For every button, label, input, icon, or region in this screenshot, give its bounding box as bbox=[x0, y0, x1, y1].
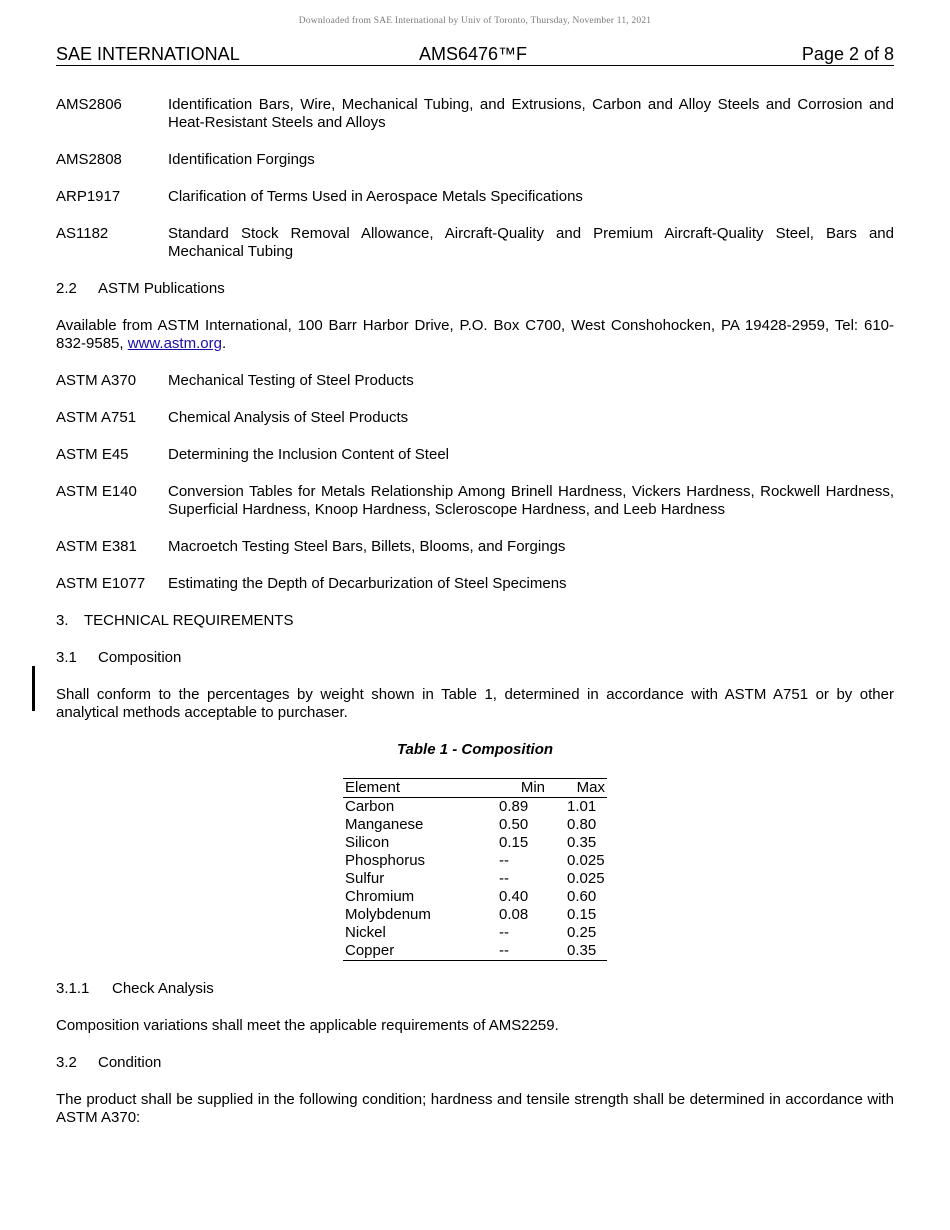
section-title: Condition bbox=[98, 1054, 162, 1071]
section-number: 3.2 bbox=[56, 1054, 77, 1071]
reference-title: Determining the Inclusion Content of Steel bbox=[168, 446, 449, 463]
reference-entry bbox=[56, 538, 894, 556]
table-row bbox=[343, 888, 607, 906]
reference-code: ASTM E45 bbox=[56, 446, 129, 463]
min-cell: -- bbox=[499, 870, 509, 887]
section-number: 3. bbox=[56, 612, 69, 629]
reference-code: ASTM E381 bbox=[56, 538, 137, 555]
max-cell: 0.35 bbox=[567, 834, 597, 851]
min-cell: 0.50 bbox=[499, 816, 529, 833]
section-heading-2-2 bbox=[56, 280, 894, 298]
reference-title: Identification Bars, Wire, Mechanical Tubing, and Extrusions, Carbon and Alloy Steels and Corrosion and Heat-Resistant Steels and Alloys bbox=[168, 96, 894, 131]
section-title: Check Analysis bbox=[112, 980, 214, 997]
element-cell: Sulfur bbox=[345, 870, 385, 887]
reference-entry bbox=[56, 575, 894, 593]
reference-code: AS1182 bbox=[56, 225, 109, 242]
reference-entry bbox=[56, 372, 894, 390]
reference-code: ASTM E140 bbox=[56, 483, 137, 500]
max-cell: 0.80 bbox=[567, 816, 597, 833]
max-cell: 0.25 bbox=[567, 924, 597, 941]
header-page-number: Page 2 of 8 bbox=[801, 44, 894, 64]
reference-code: ASTM E1077 bbox=[56, 575, 146, 592]
section-heading-3-2 bbox=[56, 1054, 894, 1072]
reference-title: Clarification of Terms Used in Aerospace Metals Specifications bbox=[168, 188, 583, 205]
element-cell: Nickel bbox=[345, 924, 386, 941]
table-header-row bbox=[343, 779, 607, 798]
reference-entry bbox=[56, 446, 894, 464]
table-row bbox=[343, 870, 607, 888]
max-cell: 1.01 bbox=[567, 798, 597, 815]
section-number: 2.2 bbox=[56, 280, 77, 297]
max-cell: 0.025 bbox=[567, 852, 605, 869]
table-caption: Table 1 - Composition bbox=[396, 741, 554, 758]
reference-title: Estimating the Depth of Decarburization of Steel Specimens bbox=[168, 575, 567, 592]
reference-code: ASTM A751 bbox=[56, 409, 137, 426]
max-cell: 0.025 bbox=[567, 870, 605, 887]
reference-title: Macroetch Testing Steel Bars, Billets, Blooms, and Forgings bbox=[168, 538, 566, 555]
header-document-number: AMS6476™F bbox=[419, 44, 528, 64]
reference-entry bbox=[56, 188, 894, 206]
reference-entry bbox=[56, 151, 894, 169]
min-cell: 0.08 bbox=[499, 906, 529, 923]
element-cell: Carbon bbox=[345, 798, 395, 815]
element-cell: Molybdenum bbox=[345, 906, 431, 923]
table-row bbox=[343, 942, 607, 961]
table-row bbox=[343, 924, 607, 942]
check-analysis-paragraph: Composition variations shall meet the applicable requirements of AMS2259. bbox=[56, 1017, 559, 1034]
header-organization: SAE INTERNATIONAL bbox=[56, 44, 240, 64]
min-cell: 0.15 bbox=[499, 834, 529, 851]
section-heading-3 bbox=[56, 612, 894, 630]
max-cell: 0.35 bbox=[567, 942, 597, 959]
reference-entry bbox=[56, 96, 894, 132]
reference-title: Chemical Analysis of Steel Products bbox=[168, 409, 409, 426]
element-cell: Copper bbox=[345, 942, 395, 959]
section-title: TECHNICAL REQUIREMENTS bbox=[84, 612, 294, 629]
column-header-min: Min bbox=[497, 779, 565, 798]
element-cell: Phosphorus bbox=[345, 852, 426, 869]
max-cell: 0.60 bbox=[567, 888, 597, 905]
column-header-element: Element bbox=[343, 779, 497, 798]
column-header-max: Max bbox=[565, 779, 607, 798]
element-cell: Manganese bbox=[345, 816, 424, 833]
section-number: 3.1 bbox=[56, 649, 77, 666]
min-cell: -- bbox=[499, 852, 509, 869]
section-heading-3-1-1 bbox=[56, 980, 894, 998]
max-cell: 0.15 bbox=[567, 906, 597, 923]
revision-change-bar bbox=[32, 666, 35, 711]
section-title: ASTM Publications bbox=[98, 280, 225, 297]
section-number: 3.1.1 bbox=[56, 980, 90, 997]
reference-entry bbox=[56, 225, 894, 261]
reference-entry bbox=[56, 409, 894, 427]
composition-table bbox=[343, 778, 607, 961]
section-title: Composition bbox=[98, 649, 182, 666]
table-row bbox=[343, 906, 607, 924]
page-header bbox=[56, 44, 894, 66]
reference-code: ASTM A370 bbox=[56, 372, 137, 389]
page-body bbox=[56, 96, 894, 1146]
element-cell: Chromium bbox=[345, 888, 415, 905]
availability-end: . bbox=[221, 335, 227, 352]
reference-title: Mechanical Testing of Steel Products bbox=[168, 372, 414, 389]
table-row bbox=[343, 834, 607, 852]
table-row bbox=[343, 816, 607, 834]
min-cell: 0.89 bbox=[499, 798, 529, 815]
reference-title: Identification Forgings bbox=[168, 151, 315, 168]
composition-paragraph: Shall conform to the percentages by weight shown in Table 1, determined in accordance with ASTM A751 or by other analytical methods acceptable to purchaser. bbox=[56, 686, 894, 721]
astm-availability-paragraph bbox=[56, 317, 894, 353]
table-row bbox=[343, 798, 607, 817]
download-watermark: Downloaded from SAE International by Univ of Toronto, Thursday, November 11, 2021 bbox=[298, 16, 652, 26]
reference-code: ARP1917 bbox=[56, 188, 121, 205]
reference-code: AMS2806 bbox=[56, 96, 122, 113]
min-cell: -- bbox=[499, 924, 509, 941]
availability-text: Available from ASTM International, 100 Barr Harbor Drive, P.O. Box C700, West Conshohocken, PA 19428-2959, Tel: 610-832-9585, bbox=[56, 317, 894, 352]
condition-paragraph: The product shall be supplied in the following condition; hardness and tensile strength shall be determined in accordance with ASTM A370: bbox=[56, 1091, 894, 1126]
astm-website-link[interactable]: www.astm.org bbox=[127, 335, 222, 352]
min-cell: 0.40 bbox=[499, 888, 529, 905]
section-heading-3-1 bbox=[56, 649, 894, 667]
reference-title: Standard Stock Removal Allowance, Aircraft-Quality and Premium Aircraft-Quality Steel, Bars and Mechanical Tubing bbox=[168, 225, 894, 260]
table-row bbox=[343, 852, 607, 870]
min-cell: -- bbox=[499, 942, 509, 959]
reference-entry bbox=[56, 483, 894, 519]
element-cell: Silicon bbox=[345, 834, 390, 851]
reference-code: AMS2808 bbox=[56, 151, 122, 168]
reference-title: Conversion Tables for Metals Relationship Among Brinell Hardness, Vickers Hardness, Rockwell Hardness, Superficial Hardness, Knoop Hardness, Scleroscope Hardness, and Leeb Hardness bbox=[168, 483, 894, 518]
